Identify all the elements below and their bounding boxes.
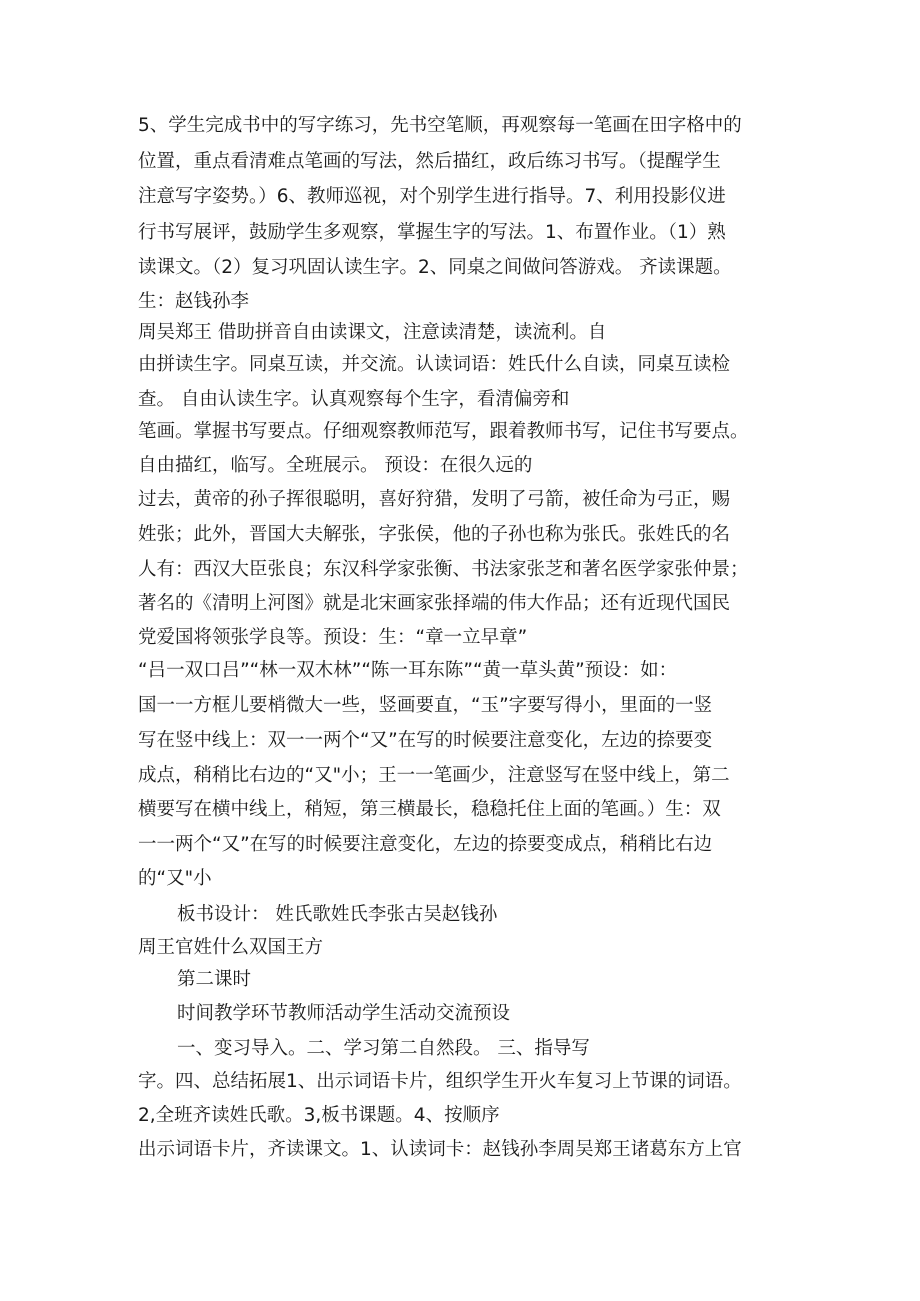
text-line: 一一两个“又”在写的时候要注意变化，左边的捺要变成点，稍稍比右边 — [138, 834, 713, 855]
text-line: 出示词语卡片，齐读课文。1、认读词卡：赵钱孙李周吴郑王诸葛东方上官 — [138, 1139, 742, 1160]
text-line: 由拼读生字。同桌互读，并交流。认读词语：姓氏什么自读，同桌互读检 — [138, 354, 731, 375]
text-line: 位置，重点看清难点笔画的写法，然后描红，政后练习书写。（提醒学生 — [138, 151, 721, 172]
text-line: 注意写字姿势。）6、教师巡视，对个别学生进行指导。7、利用投影仪进 — [138, 186, 726, 207]
text-line: 人有：西汉大臣张良；东汉科学家张衡、书法家张芝和著名医学家张仲景； — [138, 559, 749, 580]
text-line: 生：赵钱孙李 — [138, 291, 250, 312]
board-design-line: 板书设计： 姓氏歌姓氏李张古吴赵钱孙 — [177, 904, 498, 925]
table-header-line: 时间教学环节教师活动学生活动交流预设 — [177, 1003, 511, 1024]
text-line: 查。 自由认读生字。认真观察每个生字，看清偏旁和 — [138, 389, 570, 410]
text-line: 写在竖中线上：双一一两个“又”在写的时候要注意变化，左边的捺要变 — [138, 730, 713, 751]
text-line: 2,全班齐读姓氏歌。3,板书课题。4、按顺序 — [138, 1105, 500, 1126]
text-line: 字。四、总结拓展1、出示词语卡片，组织学生开火车复习上节课的词语。 — [138, 1071, 742, 1092]
text-line: 的“又"小 — [138, 868, 212, 889]
text-line: 党爱国将领张学良等。预设：生：“章一立早章” — [138, 627, 528, 648]
text-line: 笔画。掌握书写要点。仔细观察教师范写，跟着教师书写，记住书写要点。 — [138, 421, 749, 442]
text-line: 周王官姓什么双国王方 — [138, 937, 324, 958]
text-line: 国一一方框儿要梢微大一些，竖画要直，“玉”字要写得小，里面的一竖 — [138, 695, 713, 716]
text-line: 行书写展评，鼓励学生多观察，掌握生字的写法。1、布置作业。（1）熟 — [138, 222, 726, 243]
text-line: 横要写在横中线上，稍短，第三横最长，稳稳托住上面的笔画。）生：双 — [138, 799, 721, 820]
text-line: 著名的《清明上河图》就是北宋画家张择端的伟大作品；还有近现代国民 — [138, 593, 731, 614]
text-line: 姓张；此外，晋国大夫解张，字张侯，他的子孙也称为张氏。张姓氏的名 — [138, 524, 731, 545]
section-heading: 第二课时 — [177, 969, 252, 990]
text-line: 一、变习导入。二、学习第二自然段。 三、指导写 — [177, 1038, 590, 1059]
text-line: “吕一双口吕”“林一双木林”“陈一耳东陈”“黄一草头黄”预设：如： — [138, 660, 678, 681]
text-line: 过去，黄帝的孙子挥很聪明，喜好狩猎，发明了弓箭，被任命为弓正，赐 — [138, 489, 731, 510]
text-line: 成点，稍稍比右边的“又"小；王一一笔画少，注意竖写在竖中线上，第二 — [138, 765, 730, 786]
text-line: 5、学生完成书中的写字练习，先书空笔顺，再观察每一笔画在田字格中的 — [138, 115, 742, 136]
text-line: 周吴郑王 借助拼音自由读课文，注意读清楚，读流利。自 — [138, 322, 607, 343]
text-line: 读课文。（2）复习巩固认读生字。2、同桌之间做问答游戏。 齐读课题。 — [138, 257, 732, 278]
text-line: 自由描红，临写。全班展示。 预设：在很久远的 — [138, 455, 533, 476]
